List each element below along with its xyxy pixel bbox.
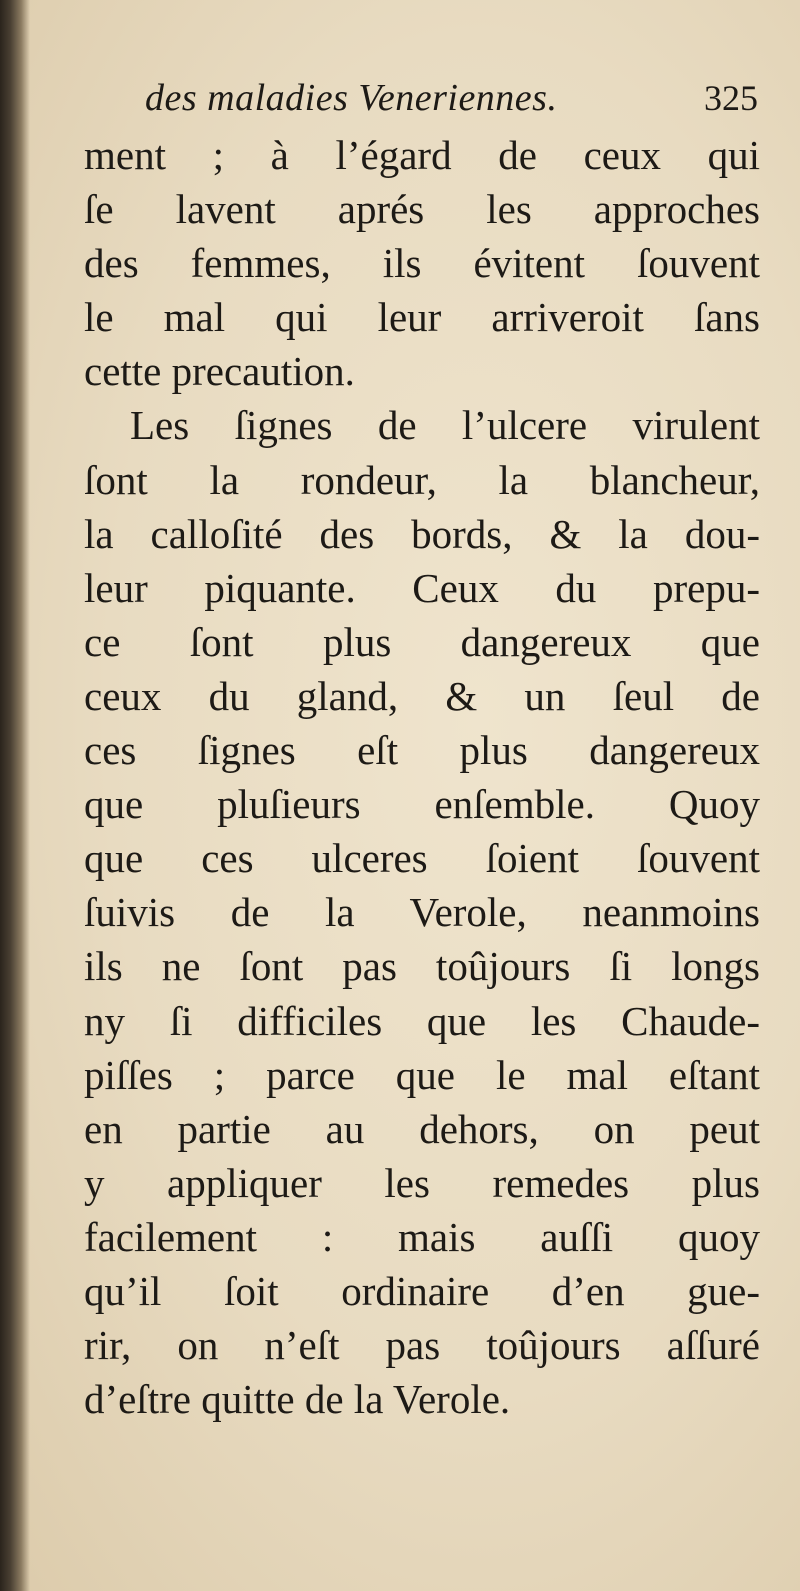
text-line: ceux du gland, & un ſeul de <box>84 672 760 719</box>
text-line: ces ſignes eſt plus dangereux <box>84 727 760 774</box>
text-line: y appliquer les remedes plus <box>84 1159 760 1206</box>
text-line: que pluſieurs enſemble. Quoy <box>84 781 760 828</box>
text-line: d’eſtre quitte de la Verole. <box>84 1376 511 1423</box>
text-line: ce ſont plus dangereux que <box>84 618 760 665</box>
text-line: facilement : mais auſſi quoy <box>84 1213 760 1260</box>
paragraph-start-line: Les ſignes de l’ulcere virulent <box>130 402 760 449</box>
text-line: ſuivis de la Verole, neanmoins <box>84 889 760 936</box>
text-line: piſſes ; parce que le mal eſtant <box>84 1051 760 1098</box>
page-number: 325 <box>704 78 758 118</box>
text-line: le mal qui leur arriveroit ſans <box>84 294 760 341</box>
text-line: ils ne ſont pas toûjours ſi longs <box>84 943 760 990</box>
text-line: que ces ulceres ſoient ſouvent <box>84 835 760 882</box>
text-line: ment ; à l’égard de ceux qui <box>84 132 760 178</box>
running-title: des maladies Veneriennes. <box>145 77 558 119</box>
text-line: ſont la rondeur, la blancheur, <box>84 456 760 503</box>
text-line: ſe lavent aprés les approches <box>84 186 760 233</box>
text-line: des femmes, ils évitent ſouvent <box>84 240 760 287</box>
text-line: leur piquante. Ceux du prepu- <box>84 564 760 611</box>
text-line: cette precaution. <box>84 348 355 395</box>
text-line: la calloſité des bords, & la dou- <box>84 510 760 557</box>
text-line: qu’il ſoit ordinaire d’en gue- <box>84 1267 760 1314</box>
page-binding-shadow <box>0 0 30 1591</box>
body-text <box>84 128 760 1426</box>
text-line: ny ſi difficiles que les Chaude- <box>84 997 760 1044</box>
text-line: en partie au dehors, on peut <box>84 1105 760 1152</box>
page-header <box>145 72 770 124</box>
text-line: rir, on n’eſt pas toûjours aſſuré <box>84 1322 760 1369</box>
